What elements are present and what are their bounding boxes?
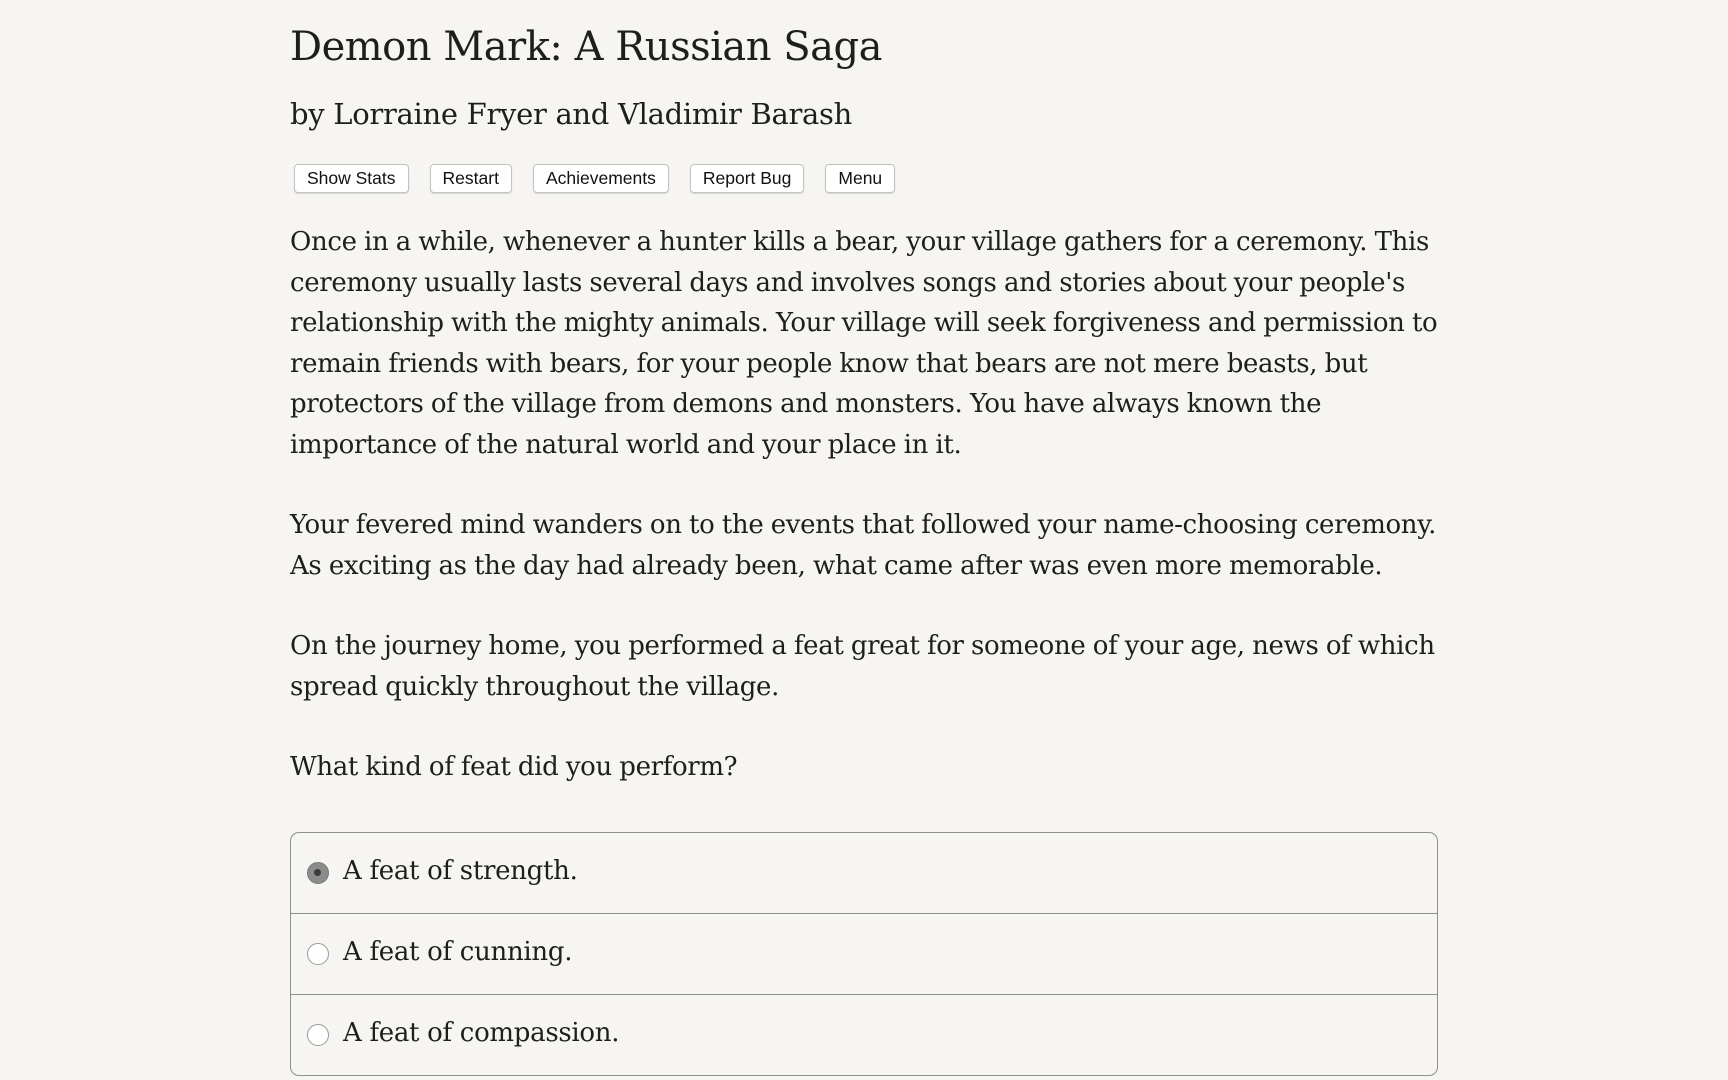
choice-label: A feat of cunning. [343,937,573,967]
choice-list [290,832,1438,1076]
radio-button-checked[interactable] [307,862,329,884]
choice-option-strength[interactable] [291,833,1437,914]
toolbar [294,164,916,193]
show-stats-button[interactable]: Show Stats [294,164,409,193]
game-title: Demon Mark: A Russian Saga [290,24,882,70]
story-paragraph: Once in a while, whenever a hunter kills a bear, your village gathers for a ceremony. This ceremony usually lasts several days and involves songs and stories about your people's relationship with the mighty animals. Your village will seek forgiveness and permission to remain friends with bears, for your people know that bears are not mere beasts, but protectors of the village from demons and monsters. You have always known the importance of the natural world and your place in it. [290,227,1438,460]
game-author: by Lorraine Fryer and Vladimir Barash [290,97,853,131]
choice-label: A feat of strength. [343,856,578,886]
story-question: What kind of feat did you perform? [290,752,738,782]
choice-option-cunning[interactable] [291,914,1437,995]
menu-button[interactable]: Menu [825,164,895,193]
story-text [290,222,1440,828]
radio-button[interactable] [307,943,329,965]
story-paragraph: Your fevered mind wanders on to the events that followed your name-choosing ceremony. As exciting as the day had already been, what came after was even more memorable. [290,510,1436,581]
choice-option-compassion[interactable] [291,995,1437,1075]
choice-label: A feat of compassion. [343,1018,620,1048]
restart-button[interactable]: Restart [430,164,512,193]
story-paragraph: On the journey home, you performed a feat great for someone of your age, news of which spread quickly throughout the village. [290,631,1435,702]
achievements-button[interactable]: Achievements [533,164,669,193]
report-bug-button[interactable]: Report Bug [690,164,805,193]
radio-button[interactable] [307,1024,329,1046]
